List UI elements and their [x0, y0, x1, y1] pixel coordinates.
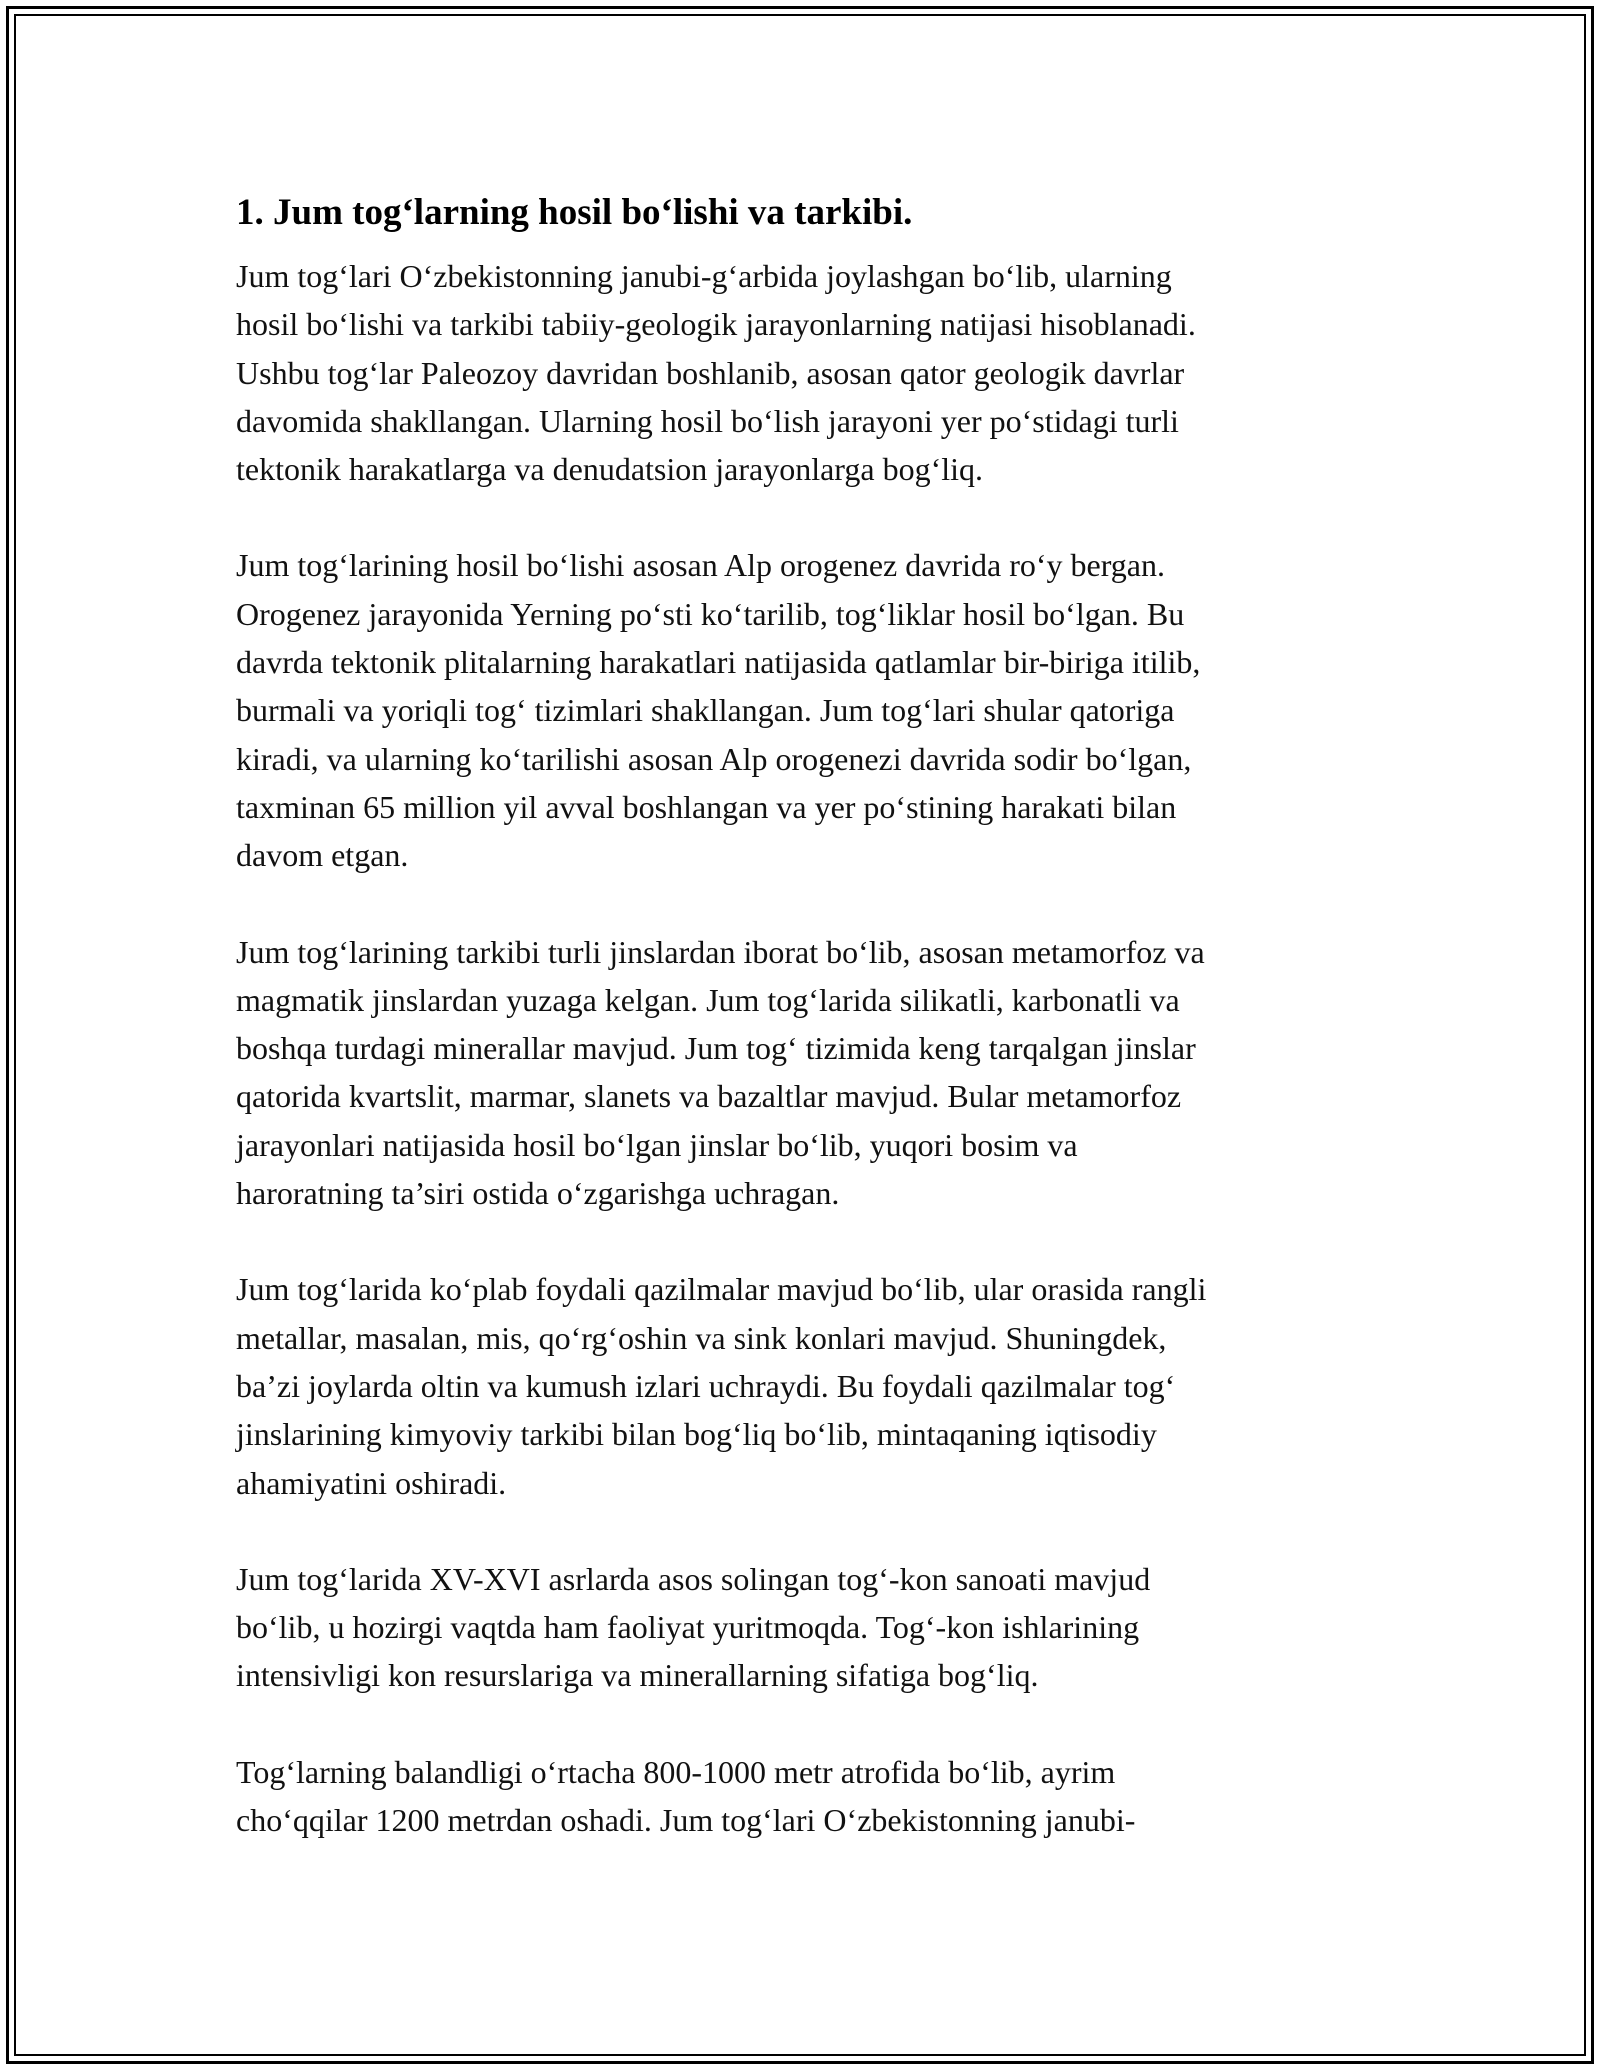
paragraph-elevation: Tog‘larning balandligi o‘rtacha 800-1000 metr atrofida bo‘lib, ayrim cho‘qqilar 1200 metrdan oshadi. Jum tog‘lari O‘zbekistonning janubi- — [236, 1753, 1136, 1839]
paragraph-rock-composition: Jum tog‘larining tarkibi turli jinslardan iborat bo‘lib, asosan metamorfoz va magmatik jinslardan yuzaga kelgan. Jum tog‘larida silikatli, karbonatli va boshqa turdagi minerallar mavjud. Jum tog‘ tizimida keng tarqalgan jinslar qatorida kvartslit, marmar, slanets va bazaltlar mavjud. Bular metamorfoz jarayonlari natijasida hosil bo‘lgan jinslar bo‘lib, yuqori bosim va haroratning ta’siri ostida o‘zgarishga uchragan. — [236, 933, 1205, 1212]
paragraph-formation-overview: Jum tog‘lari O‘zbekistonning janubi-g‘arbida joylashgan bo‘lib, ularning hosil bo‘lishi va tarkibi tabiiy-geologik jarayonlarning natijasi hisoblanadi. Ushbu tog‘lar Paleozoy davridan boshlanib, asosan qator geologik davrlar davomida shakllangan. Ularning hosil bo‘lish jarayoni yer po‘stidagi turli tektonik harakatlarga va denudatsion jarayonlarga bog‘liq. — [236, 258, 1196, 488]
document-body — [236, 186, 1376, 1892]
paragraph-mining-industry: Jum tog‘larida XV-XVI asrlarda asos solingan tog‘-kon sanoati mavjud bo‘lib, u hozirgi vaqtda ham faoliyat yuritmoqda. Tog‘-kon ishlarining intensivligi kon resurslariga va minerallarning sifatiga bog‘liq. — [236, 1560, 1151, 1694]
paragraph-mineral-resources: Jum tog‘larida ko‘plab foydali qazilmalar mavjud bo‘lib, ular orasida rangli metallar, masalan, mis, qo‘rg‘oshin va sink konlari mavjud. Shuningdek, ba’zi joylarda oltin va kumush izlari uchraydi. Bu foydali qazilmalar tog‘ jinslarining kimyoviy tarkibi bilan bog‘liq bo‘lib, mintaqaning iqtisodiy ahamiyatini oshiradi. — [236, 1271, 1207, 1501]
section-heading: 1. Jum tog‘larning hosil bo‘lishi va tarkibi. — [236, 192, 913, 233]
paragraph-alpine-orogeny: Jum tog‘larining hosil bo‘lishi asosan Alp orogenez davrida ro‘y bergan. Orogenez jarayonida Yerning po‘sti ko‘tarilib, tog‘liklar hosil bo‘lgan. Bu davrda tektonik plitalarning harakatlari natijasida qatlamlar bir-biriga itilib, burmali va yoriqli tog‘ tizimlari shakllangan. Jum tog‘lari shular qatoriga kiradi, va ularning ko‘tarilishi asosan Alp orogenezi davrida sodir bo‘lgan, taxminan 65 million yil avval boshlangan va yer po‘stining harakati bilan davom etgan. — [236, 547, 1201, 874]
